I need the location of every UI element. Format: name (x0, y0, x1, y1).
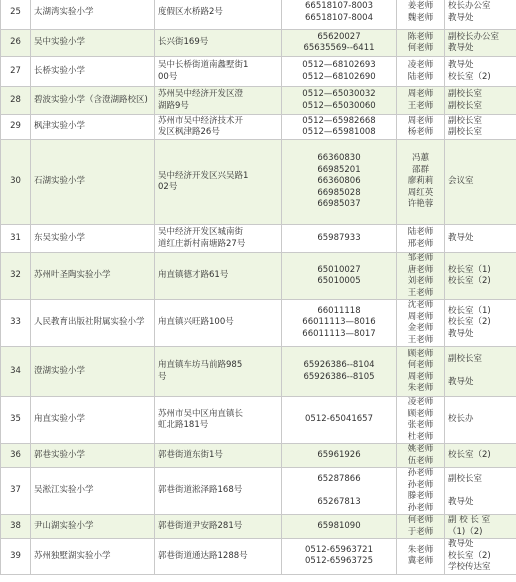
school-address-line: 苏州市吴中经济技术开 (158, 115, 244, 126)
phone-numbers-line: 65926386--8104 (303, 360, 375, 370)
contact-persons-line: 王老师 (407, 287, 434, 298)
phone-numbers-line: 65010005 (317, 276, 361, 286)
phone-numbers (282, 515, 397, 539)
contact-persons-line: 张老师 (407, 420, 434, 430)
table-row (1, 397, 516, 444)
phone-numbers-line: 65987933 (317, 232, 361, 243)
contact-persons (397, 140, 445, 225)
table-row (1, 347, 516, 397)
contact-persons-line: 姚老师 (407, 444, 434, 454)
office-location-line: 教导处 (448, 539, 474, 549)
phone-numbers (282, 30, 397, 57)
phone-numbers-line: 65981090 (317, 520, 361, 531)
phone-numbers-line: 66011113—8017 (302, 328, 376, 339)
phone-numbers-line: 0512—65981008 (302, 127, 376, 137)
office-location (445, 57, 516, 87)
school-address-line: 郭巷街道尹安路281号 (158, 520, 243, 531)
contact-persons-line: 王老师 (407, 100, 434, 111)
phone-numbers-line: 65961926 (317, 449, 361, 460)
table-row (1, 87, 516, 115)
contact-persons-line: 朱老师 (407, 383, 434, 393)
office-location-line: 校长室（2) (448, 276, 491, 286)
contact-persons-line: 王老师 (407, 334, 434, 345)
row-number: 38 (1, 515, 31, 539)
contact-persons-line: 凌老师 (407, 60, 434, 70)
table-row (1, 253, 516, 300)
contact-persons-line: 周红英 (407, 187, 434, 198)
phone-numbers-line: 65010027 (317, 264, 361, 275)
table-body (1, 0, 516, 574)
school-name: 郭巷实验小学 (31, 444, 155, 468)
office-location-line: 教导处 (448, 496, 474, 507)
office-location-line: 副 校 长 室 (448, 515, 491, 525)
school-address (155, 468, 282, 515)
phone-numbers-line: 66011118 (317, 305, 361, 316)
school-address (155, 57, 282, 87)
school-address-line: 道红庄新村南塘路27号 (158, 238, 246, 249)
row-number: 26 (1, 30, 31, 57)
table-row (1, 57, 516, 87)
school-address (155, 225, 282, 253)
contact-persons-line: 金老师 (407, 323, 434, 333)
phone-numbers (282, 444, 397, 468)
school-name: 长桥实验小学 (31, 57, 155, 87)
contact-persons (397, 115, 445, 140)
office-location-line: 校长室（2) (448, 449, 491, 460)
phone-numbers-line: 0512-65963721 (305, 544, 373, 555)
contact-persons (397, 87, 445, 115)
school-name: 苏州独墅湖实验小学 (31, 539, 155, 575)
phone-numbers (282, 253, 397, 300)
contact-persons-line: 姜老师 (407, 1, 434, 11)
office-location (445, 444, 516, 468)
school-address-line: 甪直镇兴旺路100号 (158, 317, 234, 328)
school-address (155, 140, 282, 225)
contact-persons-line: 沈老师 (407, 300, 434, 310)
school-address (155, 397, 282, 444)
row-number: 30 (1, 140, 31, 225)
row-number: 32 (1, 253, 31, 300)
phone-numbers-line: 65635569--6411 (303, 43, 375, 53)
phone-numbers-line: 66985037 (317, 199, 361, 210)
school-name: 吴中实验小学 (31, 30, 155, 57)
phone-numbers-line (285, 485, 393, 497)
phone-numbers (282, 115, 397, 140)
row-number: 25 (1, 0, 31, 30)
school-address-line: 发区枫津路26号 (158, 127, 220, 137)
phone-numbers (282, 347, 397, 397)
table-row (1, 225, 516, 253)
phone-numbers-line: 65267813 (317, 496, 361, 507)
phone-numbers (282, 300, 397, 347)
school-address (155, 444, 282, 468)
phone-numbers (282, 140, 397, 225)
office-location (445, 397, 516, 444)
office-location-line: 校长室（2) (448, 550, 491, 561)
school-address (155, 30, 282, 57)
phone-numbers-line: 66360806 (317, 176, 361, 187)
phone-numbers-line: 0512-65041657 (305, 414, 373, 425)
phone-numbers-line: 66985201 (317, 164, 361, 175)
contact-persons-line: 唐老师 (407, 264, 434, 275)
contact-persons-line: 许艳蓉 (407, 199, 434, 210)
office-location (445, 300, 516, 347)
office-location (445, 0, 516, 30)
school-name: 碧波实验小学（含澄湖路校区) (31, 87, 155, 115)
office-location (445, 30, 516, 57)
school-address (155, 300, 282, 347)
phone-numbers-line: 66518107-8003 (305, 1, 373, 11)
phone-numbers-line: 0512—65030032 (302, 89, 376, 99)
school-address-line: 甪直镇车坊马前路985 (158, 360, 243, 370)
school-address (155, 539, 282, 575)
phone-numbers-line: 0512—68102693 (302, 60, 376, 70)
row-number: 33 (1, 300, 31, 347)
phone-numbers-line: 66518107-8004 (305, 12, 373, 23)
contact-persons (397, 539, 445, 575)
contact-persons (397, 253, 445, 300)
school-address-line: 02号 (158, 182, 178, 192)
table-row (1, 515, 516, 539)
contact-persons-line: 冀老师 (407, 556, 434, 567)
office-location-line: 副校长室 (448, 89, 483, 99)
school-name: 人民教育出版社附属实验小学 (31, 300, 155, 347)
contact-persons-line: 周老师 (407, 311, 434, 322)
office-location (445, 347, 516, 397)
contact-persons-line: 廖莉莉 (407, 176, 434, 187)
school-address-line: 苏州吴中经济开发区澄 (158, 89, 244, 99)
row-number: 29 (1, 115, 31, 140)
office-location-line: （1)（2) (448, 526, 483, 537)
school-address-line: 号 (158, 371, 167, 382)
contact-persons-line: 周老师 (407, 89, 434, 99)
school-name: 枫津实验小学 (31, 115, 155, 140)
school-address-line: 苏州市吴中区甪直镇长 (158, 408, 244, 419)
phone-numbers-line: 65926386--8105 (303, 371, 375, 382)
contact-persons (397, 444, 445, 468)
school-name: 尹山湖实验小学 (31, 515, 155, 539)
school-name: 澄湖实验小学 (31, 347, 155, 397)
row-number: 27 (1, 57, 31, 87)
contact-persons-line: 邢老师 (407, 238, 434, 249)
school-name: 东吴实验小学 (31, 225, 155, 253)
office-location-line: 会议室 (448, 176, 474, 187)
contact-persons (397, 300, 445, 347)
contact-persons-line: 周老师 (407, 371, 434, 382)
office-location-line: 校长办公室 (448, 1, 491, 11)
contact-persons-line: 何老师 (407, 360, 434, 370)
office-location-line: 校长室（1) (448, 264, 491, 275)
contact-persons-line: 邹老师 (407, 253, 434, 263)
office-location-line: 副校长室 (448, 127, 483, 137)
office-location (445, 253, 516, 300)
phone-numbers-line: 0512-65963725 (305, 556, 373, 567)
table-row (1, 300, 516, 347)
contact-persons-line: 冯蕙 (411, 153, 429, 164)
office-location-line: 教导处 (448, 328, 474, 339)
contact-persons-line: 凌老师 (407, 397, 434, 407)
contact-persons (397, 57, 445, 87)
school-name: 甪直实验小学 (31, 397, 155, 444)
contact-persons (397, 515, 445, 539)
contact-persons-line: 孙老师 (407, 479, 434, 490)
table-row (1, 0, 516, 30)
contact-persons-line: 周老师 (407, 115, 434, 126)
school-name: 苏州叶圣陶实验小学 (31, 253, 155, 300)
contact-persons-line: 邵群 (411, 164, 429, 175)
contact-persons-line: 陈老师 (407, 31, 434, 42)
phone-numbers-line: 0512—65030060 (302, 100, 376, 111)
school-address-line: 虹北路181号 (158, 420, 209, 430)
school-address (155, 253, 282, 300)
contact-persons-line: 杜老师 (407, 431, 434, 442)
school-address-line: 度假区水桥路2号 (158, 6, 223, 17)
contact-persons (397, 347, 445, 397)
school-address (155, 115, 282, 140)
school-name: 太湖湾实验小学 (31, 0, 155, 30)
phone-numbers-line: 0512—68102690 (302, 71, 376, 82)
phone-numbers (282, 225, 397, 253)
office-location-line: 教导处 (448, 377, 474, 388)
phone-numbers (282, 87, 397, 115)
office-location (445, 115, 516, 140)
school-address-line: 郭巷街道淞泽路168号 (158, 485, 243, 496)
phone-numbers-line: 66985028 (317, 187, 361, 198)
office-location-line: 副校长室 (448, 354, 483, 365)
office-location-line: 副校长室 (448, 473, 483, 484)
office-location-line (448, 485, 513, 497)
school-address (155, 0, 282, 30)
phone-numbers-line: 66011113—8016 (302, 317, 376, 328)
contact-persons (397, 397, 445, 444)
office-location (445, 539, 516, 575)
office-location-line (448, 366, 513, 378)
table-row (1, 140, 516, 225)
row-number: 28 (1, 87, 31, 115)
school-address (155, 347, 282, 397)
office-location-line: 校长办 (448, 414, 474, 425)
phone-numbers-line: 66360830 (317, 153, 361, 164)
contact-persons-line: 孙老师 (407, 468, 434, 478)
phone-numbers (282, 539, 397, 575)
table-row (1, 30, 516, 57)
phone-numbers (282, 468, 397, 515)
phone-numbers-line: 0512—65982668 (302, 115, 376, 126)
contact-persons-line: 刘老师 (407, 276, 434, 286)
contact-persons-line: 顾老师 (407, 348, 434, 359)
office-location (445, 140, 516, 225)
row-number: 37 (1, 468, 31, 515)
school-name: 石湖实验小学 (31, 140, 155, 225)
office-location-line: 教导处 (448, 232, 474, 243)
school-address (155, 87, 282, 115)
phone-numbers (282, 0, 397, 30)
contact-persons-line: 于老师 (407, 526, 434, 537)
school-address (155, 515, 282, 539)
phone-numbers-line: 65287866 (317, 473, 361, 484)
school-address-line: 郭巷街道通达路1288号 (158, 550, 248, 561)
table-row (1, 115, 516, 140)
office-location-line: 教导处 (448, 60, 474, 70)
office-location-line: 校长室（1) (448, 305, 491, 316)
table-row (1, 539, 516, 575)
school-address-line: 吴中经济开发区城南街 (158, 227, 244, 237)
row-number: 34 (1, 347, 31, 397)
row-number: 39 (1, 539, 31, 575)
office-location-line: 教导处 (448, 43, 474, 53)
school-address-line: 吴中长桥街道南蠡墅街1 (158, 60, 249, 70)
office-location-line: 副校长室 (448, 115, 483, 126)
contact-persons-line: 伍老师 (407, 455, 434, 466)
table-row (1, 468, 516, 515)
contact-persons-line: 何老师 (407, 515, 434, 525)
school-address-line: 甪直镇德才路61号 (158, 270, 229, 281)
office-location-line: 学校传达室 (448, 562, 491, 572)
contact-persons-line: 杨老师 (407, 127, 434, 137)
office-location-line: 校长室（2) (448, 71, 491, 82)
contact-persons-line: 陆老师 (407, 227, 434, 237)
office-location (445, 515, 516, 539)
phone-numbers-line: 65620027 (317, 31, 361, 42)
contact-persons (397, 0, 445, 30)
school-name: 吴淞江实验小学 (31, 468, 155, 515)
school-address-line: 吴中经济开发区兴吴路1 (158, 170, 249, 181)
contact-persons (397, 468, 445, 515)
school-address-line: 湖路9号 (158, 100, 189, 111)
office-location-line: 教导处 (448, 12, 474, 23)
contact-persons-line: 滕老师 (407, 491, 434, 501)
contact-persons-line: 顾老师 (407, 408, 434, 419)
contact-persons-line: 魏老师 (407, 12, 434, 23)
row-number: 35 (1, 397, 31, 444)
school-address-line: 长兴街169号 (158, 37, 209, 48)
contact-persons (397, 30, 445, 57)
school-address-line: 郭巷街道东街1号 (158, 449, 223, 460)
phone-numbers (282, 397, 397, 444)
row-number: 31 (1, 225, 31, 253)
office-location-line: 副校长室 (448, 100, 483, 111)
phone-numbers (282, 57, 397, 87)
table-row (1, 444, 516, 468)
office-location (445, 87, 516, 115)
contact-persons-line: 陆老师 (407, 71, 434, 82)
contact-persons (397, 225, 445, 253)
office-location-line: 校长室（2) (448, 317, 491, 328)
office-location (445, 468, 516, 515)
contact-persons-line: 朱老师 (407, 544, 434, 555)
contact-persons-line: 何老师 (407, 43, 434, 53)
office-location (445, 225, 516, 253)
contact-persons-line: 孙老师 (407, 502, 434, 513)
row-number: 36 (1, 444, 31, 468)
office-location-line: 副校长办公室 (448, 31, 500, 42)
school-address-line: 00号 (158, 71, 178, 82)
